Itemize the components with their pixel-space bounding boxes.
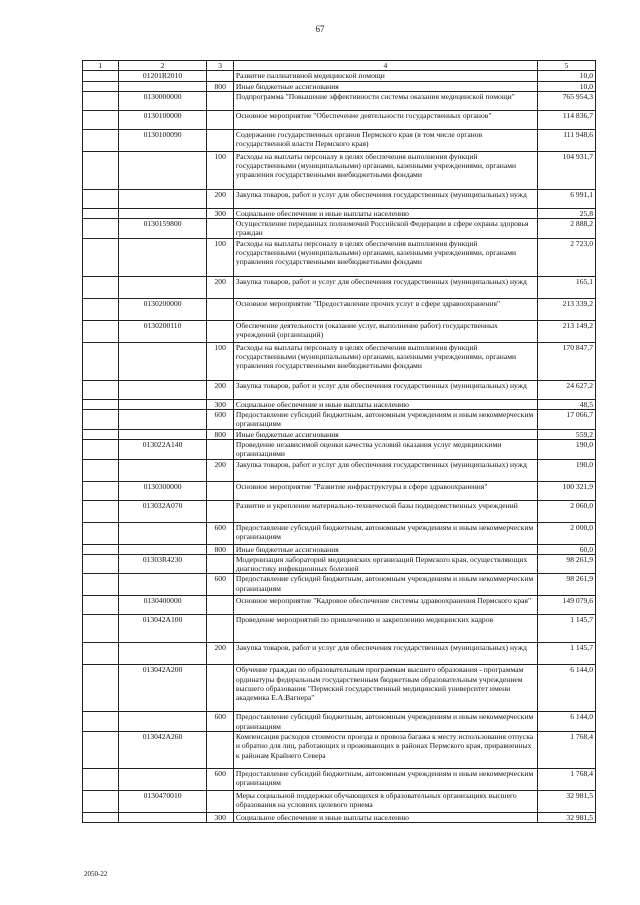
item-name-cell: Социальное обеспечение и иные выплаты населению — [233, 813, 537, 823]
row-blank-cell — [83, 219, 119, 239]
expense-type-cell — [207, 219, 234, 239]
amount-cell: 190,0 — [537, 459, 595, 481]
row-blank-cell — [83, 81, 119, 91]
table-row — [83, 459, 596, 481]
amount-cell: 98 261,9 — [537, 574, 595, 596]
item-name-cell: Основное мероприятие "Кадровое обеспечение системы здравоохранения Пермского края" — [233, 596, 537, 615]
table-row — [83, 298, 596, 320]
amount-cell: 2 000,0 — [537, 522, 595, 544]
expense-type-cell: 300 — [207, 813, 234, 823]
target-code-cell: 013032А070 — [118, 500, 207, 522]
item-name-cell: Модернизация лабораторий медицинских организаций Пермского края, осуществляющих диагностику инфекционных болезней — [233, 554, 537, 574]
target-code-cell: 013042А200 — [118, 665, 207, 712]
item-name-cell: Проведение мероприятий по привлечению и закреплению медицинских кадров — [233, 615, 537, 643]
row-blank-cell — [83, 500, 119, 522]
table-row — [83, 615, 596, 643]
item-name-cell: Содержание государственных органов Пермского края (в том числе органов государственной власти Пермского края) — [233, 129, 537, 151]
row-blank-cell — [83, 129, 119, 151]
expense-type-cell — [207, 71, 234, 81]
amount-cell: 6 144,0 — [537, 665, 595, 712]
amount-cell: 114 836,7 — [537, 110, 595, 129]
target-code-cell: 01303R4230 — [118, 554, 207, 574]
row-blank-cell — [83, 298, 119, 320]
table-row — [83, 596, 596, 615]
expense-type-cell: 200 — [207, 380, 234, 399]
target-code-cell — [118, 151, 207, 189]
row-blank-cell — [83, 732, 119, 769]
budget-table-body — [83, 61, 596, 823]
target-code-cell — [118, 544, 207, 554]
target-code-cell — [118, 813, 207, 823]
expense-type-cell — [207, 320, 234, 342]
target-code-cell: 0130000000 — [118, 91, 207, 110]
row-blank-cell — [83, 574, 119, 596]
target-code-cell: 0130200000 — [118, 298, 207, 320]
table-row — [83, 643, 596, 665]
expense-type-cell — [207, 110, 234, 129]
amount-cell: 6 991,1 — [537, 189, 595, 208]
amount-cell: 170 847,7 — [537, 342, 595, 380]
item-name-cell: Основное мероприятие "Предоставление прочих услуг в сфере здравоохранения" — [233, 298, 537, 320]
table-row — [83, 410, 596, 430]
item-name-cell: Иные бюджетные ассигнования — [233, 429, 537, 439]
amount-cell: 6 144,0 — [537, 712, 595, 732]
amount-cell: 149 079,6 — [537, 596, 595, 615]
expense-type-cell — [207, 500, 234, 522]
table-row — [83, 91, 596, 110]
row-blank-cell — [83, 91, 119, 110]
target-code-cell — [118, 769, 207, 791]
expense-type-cell — [207, 732, 234, 769]
target-code-cell — [118, 399, 207, 409]
item-name-cell: Осуществление переданных полномочий Российской Федерации в сфере охраны здоровья граждан — [233, 219, 537, 239]
target-code-cell — [118, 429, 207, 439]
item-name-cell: Развитие и укрепление материально-технической базы подведомственных учреждений — [233, 500, 537, 522]
column-header-row — [83, 61, 596, 71]
item-name-cell: Предоставление субсидий бюджетным, автономным учреждениям и иным некоммерческим организациям — [233, 574, 537, 596]
expense-type-cell — [207, 91, 234, 110]
table-row — [83, 208, 596, 218]
table-row — [83, 380, 596, 399]
item-name-cell: Предоставление субсидий бюджетным, автономным учреждениям и иным некоммерческим организациям — [233, 712, 537, 732]
item-name-cell: Иные бюджетные ассигнования — [233, 544, 537, 554]
table-row — [83, 439, 596, 459]
row-blank-cell — [83, 665, 119, 712]
table-row — [83, 429, 596, 439]
expense-type-cell: 600 — [207, 769, 234, 791]
row-blank-cell — [83, 208, 119, 218]
item-name-cell: Подпрограмма "Повышение эффективности системы оказания медицинской помощи" — [233, 91, 537, 110]
target-code-cell — [118, 208, 207, 218]
item-name-cell: Закупка товаров, работ и услуг для обеспечения государственных (муниципальных) нужд — [233, 276, 537, 298]
table-row — [83, 151, 596, 189]
target-code-cell: 0130300000 — [118, 481, 207, 500]
target-code-cell: 0130100090 — [118, 129, 207, 151]
item-name-cell: Основное мероприятие "Развитие инфраструктуры в сфере здравоохранения" — [233, 481, 537, 500]
table-row — [83, 574, 596, 596]
amount-cell: 48,5 — [537, 399, 595, 409]
amount-cell: 10,0 — [537, 81, 595, 91]
table-row — [83, 522, 596, 544]
expense-type-cell: 600 — [207, 712, 234, 732]
target-code-cell: 0130200110 — [118, 320, 207, 342]
amount-cell: 1 768,4 — [537, 769, 595, 791]
target-code-cell — [118, 238, 207, 276]
expense-type-cell: 600 — [207, 522, 234, 544]
item-name-cell: Расходы на выплаты персоналу в целях обеспечения выполнения функций государственными (муниципальными) органами, казенными учреждениями, органами управления государственными внебюджетными фондами — [233, 151, 537, 189]
row-blank-cell — [83, 238, 119, 276]
row-blank-cell — [83, 554, 119, 574]
row-blank-cell — [83, 544, 119, 554]
expense-type-cell: 100 — [207, 151, 234, 189]
table-row — [83, 399, 596, 409]
target-code-cell — [118, 189, 207, 208]
row-blank-cell — [83, 410, 119, 430]
expense-type-cell: 300 — [207, 399, 234, 409]
amount-cell: 1 768,4 — [537, 732, 595, 769]
table-row — [83, 732, 596, 769]
row-blank-cell — [83, 522, 119, 544]
target-code-cell: 0130159800 — [118, 219, 207, 239]
amount-cell: 2 888,2 — [537, 219, 595, 239]
item-name-cell: Социальное обеспечение и иные выплаты населению — [233, 399, 537, 409]
table-row — [83, 500, 596, 522]
budget-table — [82, 60, 596, 823]
item-name-cell: Предоставление субсидий бюджетным, автономным учреждениям и иным некоммерческим организациям — [233, 522, 537, 544]
column-header-2: 2 — [118, 61, 207, 71]
row-blank-cell — [83, 189, 119, 208]
target-code-cell — [118, 342, 207, 380]
table-row — [83, 554, 596, 574]
expense-type-cell — [207, 615, 234, 643]
table-row — [83, 189, 596, 208]
amount-cell: 111 948,6 — [537, 129, 595, 151]
target-code-cell: 013022А140 — [118, 439, 207, 459]
expense-type-cell — [207, 129, 234, 151]
table-row — [83, 219, 596, 239]
target-code-cell: 013042А100 — [118, 615, 207, 643]
amount-cell: 60,0 — [537, 544, 595, 554]
row-blank-cell — [83, 769, 119, 791]
amount-cell: 1 145,7 — [537, 615, 595, 643]
column-header-1: 1 — [83, 61, 119, 71]
row-blank-cell — [83, 791, 119, 813]
expense-type-cell — [207, 439, 234, 459]
target-code-cell: 01201R2010 — [118, 71, 207, 81]
item-name-cell: Расходы на выплаты персоналу в целях обеспечения выполнения функций государственными (муниципальными) органами, казенными учреждениями, органами управления государственными внебюджетными фондами — [233, 238, 537, 276]
amount-cell: 213 339,2 — [537, 298, 595, 320]
amount-cell: 24 627,2 — [537, 380, 595, 399]
expense-type-cell: 300 — [207, 208, 234, 218]
row-blank-cell — [83, 342, 119, 380]
item-name-cell: Закупка товаров, работ и услуг для обеспечения государственных (муниципальных) нужд — [233, 643, 537, 665]
table-row — [83, 71, 596, 81]
target-code-cell: 013042А260 — [118, 732, 207, 769]
row-blank-cell — [83, 643, 119, 665]
target-code-cell: 0130470010 — [118, 791, 207, 813]
column-header-3: 3 — [207, 61, 234, 71]
expense-type-cell — [207, 298, 234, 320]
row-blank-cell — [83, 399, 119, 409]
table-row — [83, 813, 596, 823]
amount-cell: 1 145,7 — [537, 643, 595, 665]
target-code-cell — [118, 643, 207, 665]
amount-cell: 10,0 — [537, 71, 595, 81]
table-row — [83, 481, 596, 500]
item-name-cell: Меры социальной поддержки обучающихся в образовательных организациях высшего образования на условиях целевого приема — [233, 791, 537, 813]
amount-cell: 100 321,9 — [537, 481, 595, 500]
target-code-cell: 0130400000 — [118, 596, 207, 615]
table-row — [83, 791, 596, 813]
row-blank-cell — [83, 615, 119, 643]
expense-type-cell: 200 — [207, 459, 234, 481]
target-code-cell — [118, 81, 207, 91]
item-name-cell: Основное мероприятие "Обеспечение деятельности государственных органов" — [233, 110, 537, 129]
amount-cell: 559,2 — [537, 429, 595, 439]
item-name-cell: Обучение граждан по образовательным программам высшего образования - программам ординатуры федеральным государственным бюджетным образовательным учреждением высшего образования "Пермский государственный медицинский университет имени академика Е.А.Вагнера" — [233, 665, 537, 712]
target-code-cell — [118, 522, 207, 544]
table-row — [83, 129, 596, 151]
item-name-cell: Предоставление субсидий бюджетным, автономным учреждениям и иным некоммерческим организациям — [233, 769, 537, 791]
amount-cell: 32 981,5 — [537, 813, 595, 823]
amount-cell: 190,0 — [537, 439, 595, 459]
row-blank-cell — [83, 320, 119, 342]
item-name-cell: Расходы на выплаты персоналу в целях обеспечения выполнения функций государственными (муниципальными) органами, казенными учреждениями, органами управления государственными внебюджетными фондами — [233, 342, 537, 380]
target-code-cell — [118, 410, 207, 430]
item-name-cell: Компенсация расходов стоимости проезда и провоза багажа к месту использования отпуска и обратно для лиц, работающих и проживающих в районах Пермского края, приравненных к районам Крайнего Севера — [233, 732, 537, 769]
row-blank-cell — [83, 813, 119, 823]
row-blank-cell — [83, 71, 119, 81]
target-code-cell — [118, 276, 207, 298]
row-blank-cell — [83, 151, 119, 189]
table-row — [83, 81, 596, 91]
row-blank-cell — [83, 712, 119, 732]
table-row — [83, 320, 596, 342]
column-header-5: 5 — [537, 61, 595, 71]
table-row — [83, 544, 596, 554]
target-code-cell — [118, 712, 207, 732]
amount-cell: 2 060,0 — [537, 500, 595, 522]
expense-type-cell: 800 — [207, 81, 234, 91]
expense-type-cell: 100 — [207, 342, 234, 380]
row-blank-cell — [83, 110, 119, 129]
item-name-cell: Социальное обеспечение и иные выплаты населению — [233, 208, 537, 218]
table-row — [83, 276, 596, 298]
item-name-cell: Предоставление субсидий бюджетным, автономным учреждениям и иным некоммерческим организациям — [233, 410, 537, 430]
amount-cell: 98 261,9 — [537, 554, 595, 574]
row-blank-cell — [83, 276, 119, 298]
row-blank-cell — [83, 596, 119, 615]
expense-type-cell: 800 — [207, 544, 234, 554]
table-row — [83, 342, 596, 380]
expense-type-cell — [207, 596, 234, 615]
table-row — [83, 665, 596, 712]
item-name-cell: Закупка товаров, работ и услуг для обеспечения государственных (муниципальных) нужд — [233, 380, 537, 399]
amount-cell: 25,8 — [537, 208, 595, 218]
expense-type-cell — [207, 554, 234, 574]
row-blank-cell — [83, 429, 119, 439]
footer-code: 2050-22 — [84, 870, 108, 878]
amount-cell: 165,1 — [537, 276, 595, 298]
amount-cell: 17 066,7 — [537, 410, 595, 430]
item-name-cell: Обеспечение деятельности (оказание услуг, выполнение работ) государственных учреждений (организаций) — [233, 320, 537, 342]
table-row — [83, 712, 596, 732]
expense-type-cell: 100 — [207, 238, 234, 276]
row-blank-cell — [83, 439, 119, 459]
page-number: 67 — [315, 24, 325, 34]
item-name-cell: Иные бюджетные ассигнования — [233, 81, 537, 91]
expense-type-cell: 800 — [207, 429, 234, 439]
expense-type-cell: 600 — [207, 410, 234, 430]
expense-type-cell: 200 — [207, 643, 234, 665]
expense-type-cell — [207, 481, 234, 500]
target-code-cell — [118, 380, 207, 399]
item-name-cell: Закупка товаров, работ и услуг для обеспечения государственных (муниципальных) нужд — [233, 459, 537, 481]
row-blank-cell — [83, 481, 119, 500]
amount-cell: 104 931,7 — [537, 151, 595, 189]
column-header-4: 4 — [233, 61, 537, 71]
expense-type-cell — [207, 665, 234, 712]
amount-cell: 2 723,0 — [537, 238, 595, 276]
table-row — [83, 769, 596, 791]
item-name-cell: Проведение независимой оценки качества условий оказания услуг медицинскими организациями — [233, 439, 537, 459]
target-code-cell: 0130100000 — [118, 110, 207, 129]
item-name-cell: Закупка товаров, работ и услуг для обеспечения государственных (муниципальных) нужд — [233, 189, 537, 208]
expense-type-cell: 200 — [207, 276, 234, 298]
target-code-cell — [118, 459, 207, 481]
table-row — [83, 110, 596, 129]
item-name-cell: Развитие паллиативной медицинской помощи — [233, 71, 537, 81]
amount-cell: 32 981,5 — [537, 791, 595, 813]
target-code-cell — [118, 574, 207, 596]
table-row — [83, 238, 596, 276]
expense-type-cell — [207, 791, 234, 813]
row-blank-cell — [83, 380, 119, 399]
expense-type-cell: 200 — [207, 189, 234, 208]
expense-type-cell: 600 — [207, 574, 234, 596]
amount-cell: 765 954,3 — [537, 91, 595, 110]
row-blank-cell — [83, 459, 119, 481]
amount-cell: 213 149,2 — [537, 320, 595, 342]
